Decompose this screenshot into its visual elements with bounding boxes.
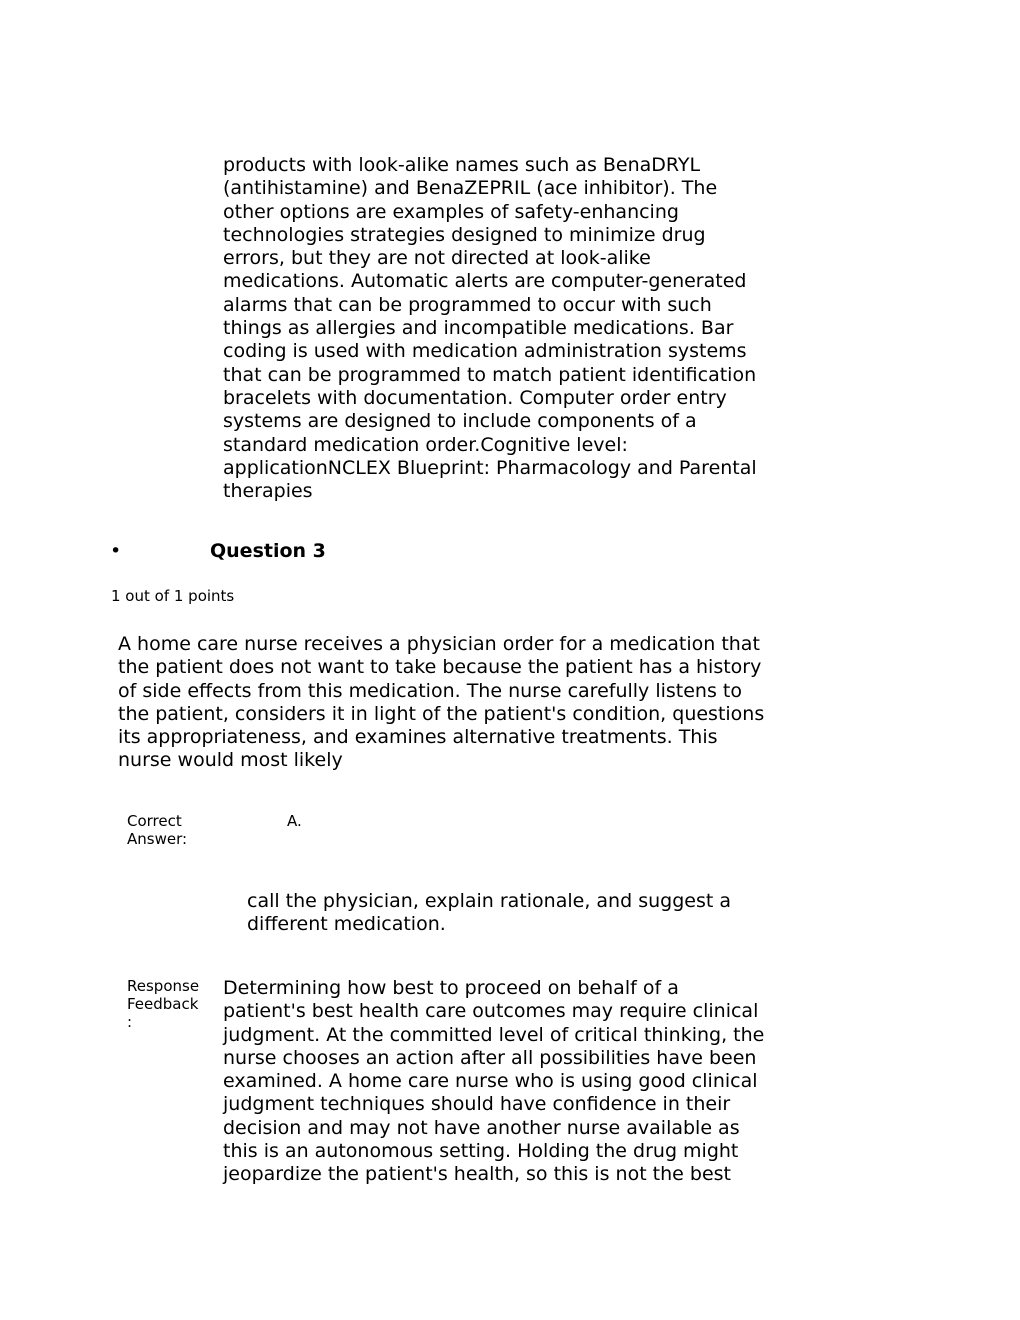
text-line: standard medication order.Cognitive level: (223, 433, 628, 456)
label-line: Feedback (127, 995, 199, 1013)
text-line: errors, but they are not directed at look-alike (223, 247, 651, 270)
text-line: Determining how best to proceed on behalf of a (223, 977, 679, 999)
text-line: products with look-alike names such as BenaDRYL (223, 154, 701, 176)
text-line: different medication. (247, 913, 446, 936)
text-line: medications. Automatic alerts are computer-generated (223, 270, 747, 293)
correct-answer-letter: A. (287, 812, 302, 830)
text-line: that can be programmed to match patient identification (223, 363, 757, 386)
correct-answer-label (127, 812, 187, 848)
question-text (118, 633, 764, 773)
question-heading: Question 3 (210, 540, 326, 562)
text-line: systems are designed to include components of a (223, 410, 697, 433)
text-line: A home care nurse receives a physician order for a medication that (118, 633, 760, 655)
previous-question-feedback (223, 154, 757, 503)
text-line: applicationNCLEX Blueprint: Pharmacology and Parental (223, 456, 757, 479)
list-bullet: • (110, 540, 122, 562)
text-line: things as allergies and incompatible medications. Bar (223, 317, 734, 340)
correct-answer-text (247, 890, 731, 937)
text-line: (antihistamine) and BenaZEPRIL (ace inhibitor). The (223, 177, 718, 200)
label-line: : (127, 1013, 133, 1031)
text-line: its appropriateness, and examines alternative treatments. This (118, 726, 718, 749)
text-line: bracelets with documentation. Computer order entry (223, 386, 727, 409)
text-line: therapies (223, 480, 313, 503)
text-line: technologies strategies designed to minimize drug (223, 223, 706, 246)
text-line: of side effects from this medication. The nurse carefully listens to (118, 679, 742, 702)
response-feedback-text (223, 977, 764, 1187)
text-line: judgment techniques should have confidence in their (223, 1093, 731, 1116)
response-feedback-label (127, 977, 199, 1031)
text-line: jeopardize the patient's health, so this is not the best (223, 1163, 731, 1186)
text-line: nurse chooses an action after all possibilities have been (223, 1046, 757, 1069)
text-line: decision and may not have another nurse available as (223, 1116, 740, 1139)
label-line: Response (127, 977, 200, 995)
text-line: call the physician, explain rationale, and suggest a (247, 890, 731, 912)
question-points: 1 out of 1 points (111, 587, 235, 605)
text-line: judgment. At the committed level of critical thinking, the (223, 1023, 765, 1046)
label-line: Answer: (127, 830, 188, 848)
text-line: patient's best health care outcomes may require clinical (223, 1000, 759, 1023)
text-line: examined. A home care nurse who is using good clinical (223, 1070, 758, 1093)
text-line: the patient does not want to take because the patient has a history (118, 656, 762, 679)
text-line: coding is used with medication administration systems (223, 340, 747, 363)
text-line: other options are examples of safety-enhancing (223, 200, 679, 223)
text-line: this is an autonomous setting. Holding the drug might (223, 1140, 739, 1163)
text-line: nurse would most likely (118, 749, 343, 772)
text-line: the patient, considers it in light of the patient's condition, questions (118, 702, 765, 725)
text-line: alarms that can be programmed to occur with such (223, 293, 712, 316)
label-line: Correct (127, 812, 182, 830)
